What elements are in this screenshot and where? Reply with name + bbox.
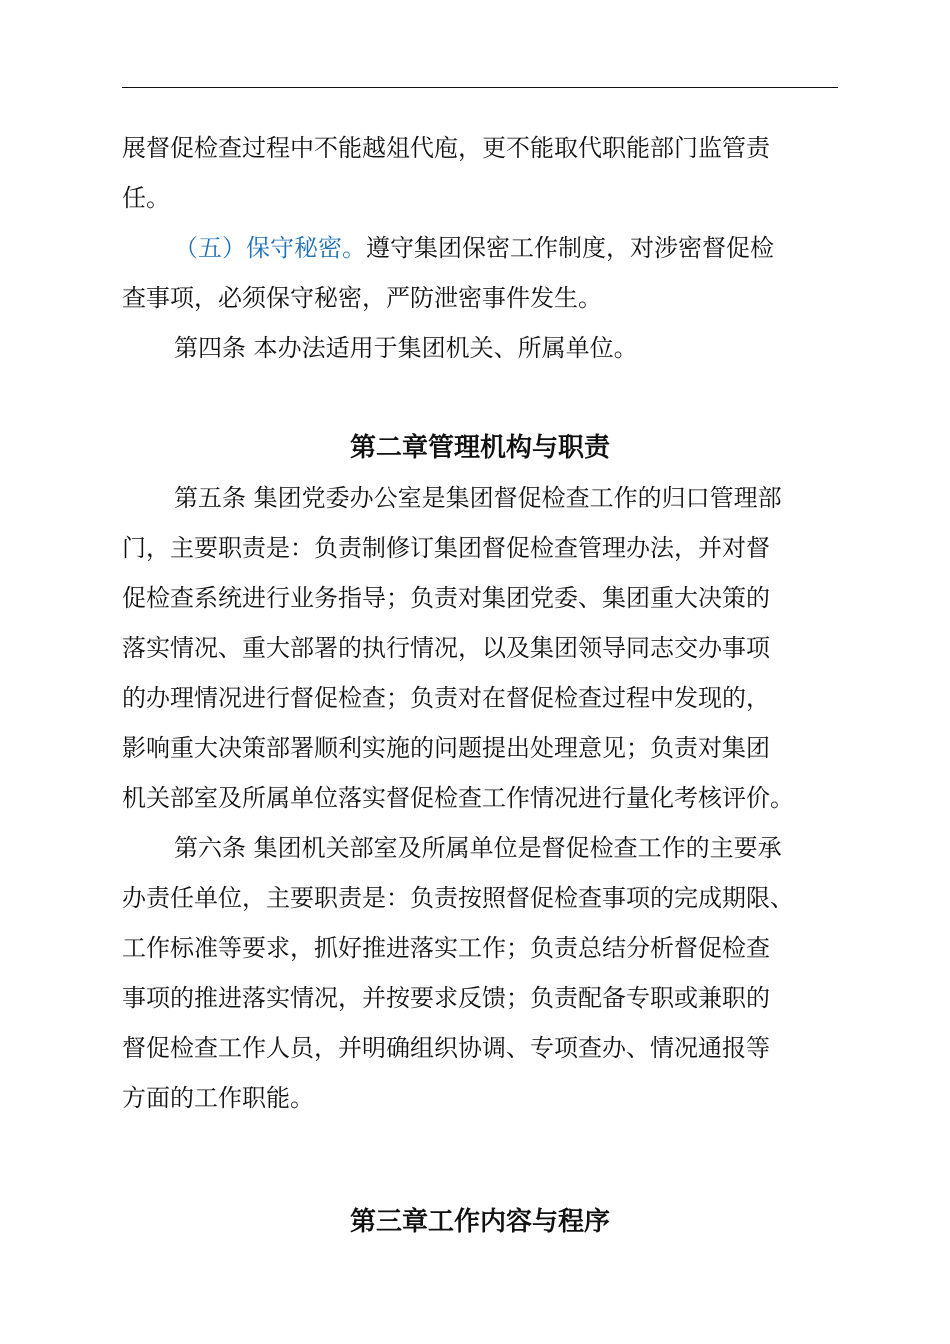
paragraph-line: 任。 (122, 184, 170, 212)
paragraph-line: 查事项，必须保守秘密，严防泄密事件发生。 (122, 284, 602, 312)
paragraph-line: 第四条 本办法适用于集团机关、所属单位。 (174, 334, 638, 362)
paragraph-line: 机关部室及所属单位落实督促检查工作情况进行量化考核评价。 (122, 784, 794, 812)
spacer (122, 1123, 852, 1197)
chapter-3-title: 第三章工作内容与程序 (349, 1207, 610, 1237)
paragraph-line: 督促检查工作人员，并明确组织协调、专项查办、情况通报等 (122, 1034, 770, 1062)
paragraph-line: 展督促检查过程中不能越俎代庖，更不能取代职能部门监管责 (122, 134, 770, 162)
paragraph-line: 门，主要职责是：负责制修订集团督促检查管理办法，并对督 (122, 534, 770, 562)
paragraph-line: 第六条 集团机关部室及所属单位是督促检查工作的主要承 (174, 834, 782, 862)
document-body (122, 123, 852, 1247)
spacer (122, 373, 852, 423)
paragraph-line: 落实情况、重大部署的执行情况，以及集团领导同志交办事项 (122, 634, 770, 662)
paragraph-secrecy (122, 223, 852, 323)
chapter-2-title: 第二章管理机构与职责 (349, 433, 610, 463)
paragraph-line (122, 223, 852, 273)
article-6 (122, 823, 852, 1123)
paragraph-line: 影响重大决策部署顺利实施的问题提出处理意见；负责对集团 (122, 734, 770, 762)
paragraph-text: 遵守集团保密工作制度，对涉密督促检 (366, 234, 774, 262)
paragraph-line: 促检查系统进行业务指导；负责对集团党委、集团重大决策的 (122, 584, 770, 612)
paragraph-line: 办责任单位，主要职责是：负责按照督促检查事项的完成期限、 (122, 884, 794, 912)
paragraph-line: 工作标准等要求，抓好推进落实工作；负责总结分析督促检查 (122, 934, 770, 962)
paragraph-line: 第五条 集团党委办公室是集团督促检查工作的归口管理部 (174, 484, 782, 512)
article-4 (122, 323, 852, 373)
article-5 (122, 473, 852, 823)
header-rule (122, 87, 838, 88)
paragraph-continued (122, 123, 852, 223)
paragraph-line: 方面的工作职能。 (122, 1084, 314, 1112)
section-heading-secrecy: （五）保守秘密。 (174, 234, 366, 262)
paragraph-line: 的办理情况进行督促检查；负责对在督促检查过程中发现的， (122, 684, 770, 712)
paragraph-line: 事项的推进落实情况，并按要求反馈；负责配备专职或兼职的 (122, 984, 770, 1012)
